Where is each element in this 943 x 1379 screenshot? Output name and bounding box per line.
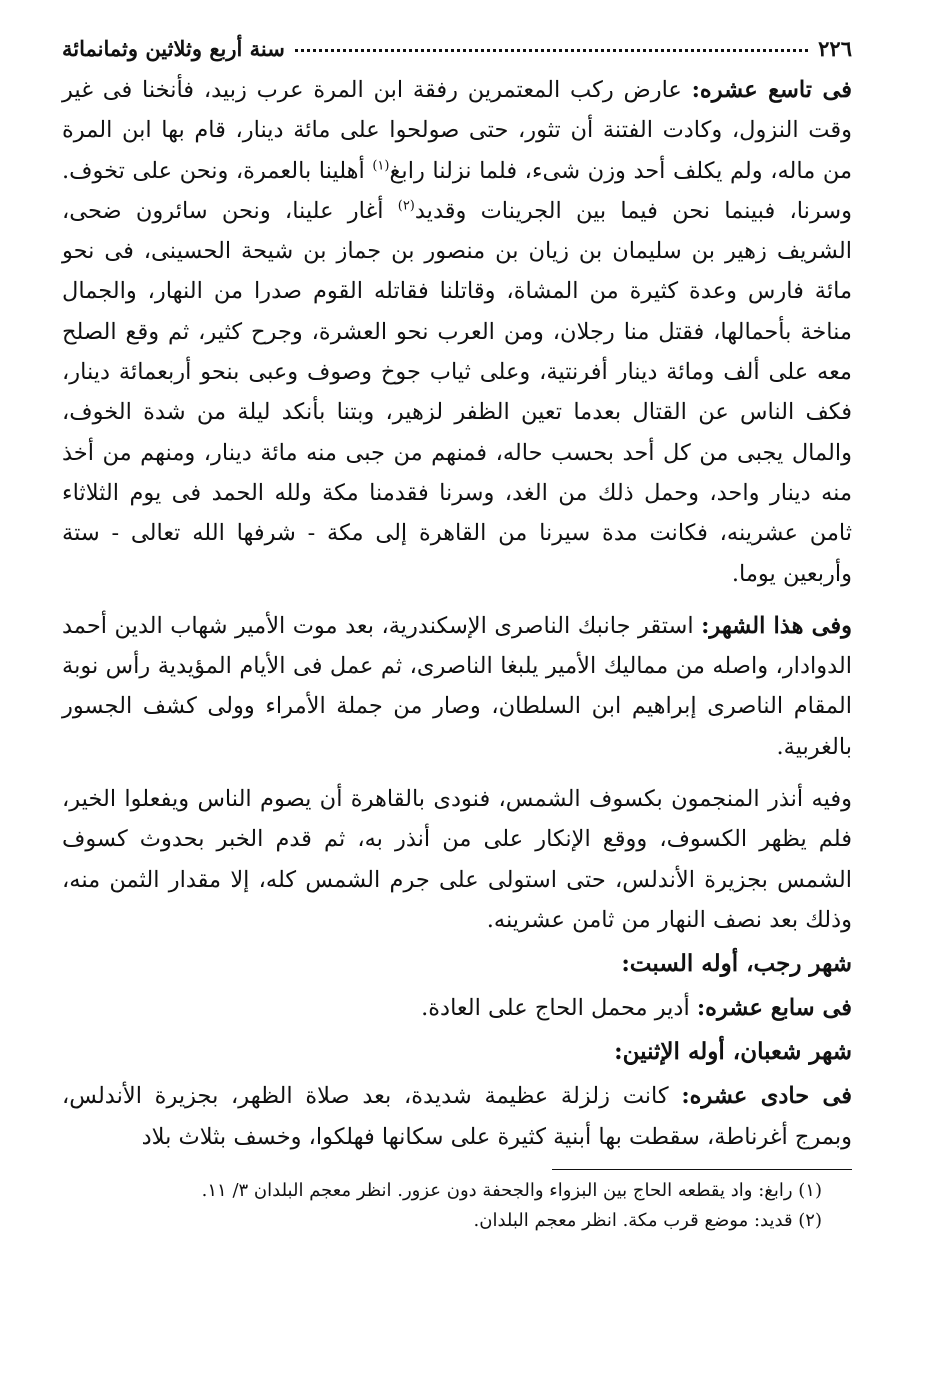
paragraph-text: عارض ركب المعتمرين رفقة ابن المرة عرب زبيد، فأنخنا فى غير وقت النزول، وكادت الفتنة أن تثور، حتى صولحوا على مائة دينار، قام بها ابن المرة من ماله، ولم يكلف أحد وزن شىء، فلما نزلنا رابغ [62,77,852,184]
paragraph-text: أغار علينا، ونحن سائرون ضحى، الشريف زهير بن سليمان بن زيان بن منصور بن جماز بن شيحة الحسينى، فى نحو مائة فارس وعدة كثيرة من المشاة، وقاتلنا فقاتله القوم صدرا من النهار، والجمال مناخة بأحمالها، فقتل منا رجلان، ومن العرب نحو العشرة، وجرح كثير، ثم وقع الصلح معه على ألف ومائة دينار أفرنتية، وعلى ثياب جوخ وصوف وعبى بنحو أربعمائة دينار، فكف الناس عن القتال بعدما تعين الظفر لزهير، وبتنا بأنكد ليلة من شدة الخوف، والمال يجبى من كل أحد بحسب حاله، فمنهم من جبى منه مائة دينار، ومنهم من أخذ منه دينار واحد، وحمل ذلك من الغد، وسرنا فقدمنا مكة ولله الحمد فى يوم الثلاثاء ثامن عشرينه، فكانت مدة سيرنا من القاهرة إلى مكة - شرفها الله تعالى - ستة وأربعين يوما. [62,197,852,587]
entry-text: أدير محمل الحاج على العادة. [421,995,697,1022]
paragraph-text: وفيه أنذر المنجمون بكسوف الشمس، فنودى بالقاهرة أن يصوم الناس ويفعلوا الخير، فلم يظهر الكسوف، ووقع الإنكار على من أنذر به، ثم قدم الخبر بحدوث كسوف الشمس بجزيرة الأندلس، حتى استولى على جرم الشمس كله، إلا مقدار الثمن منه، وذلك بعد نصف النهار من ثامن عشرينه. [62,786,852,933]
running-head [62,28,852,70]
entry-text: كانت زلزلة عظيمة شديدة، بعد صلاة الظهر، بجزيرة الأندلس، وبمرج أغرناطة، سقطت بها أبنية كثيرة على سكانها فهلكوا، وخسف بثلاث بلاد [62,1083,852,1150]
entry-lead: فى سابع عشره: [696,995,852,1022]
month-heading-shaban: شهر شعبان، أوله الإثنين: [614,1038,852,1066]
running-title: سنة أربع وثلاثين وثمانمائة [62,36,285,61]
page-number: ٢٢٦ [818,36,852,61]
footnote-2: (٢) قديد: موضع قرب مكة. انظر معجم البلدان. [473,1209,822,1231]
entry-lead: فى حادى عشره: [681,1083,853,1110]
footnote-ref-2[interactable]: (٢) [397,198,415,214]
paragraph-hadha-alshahr [62,606,852,767]
entry-shaban [62,1076,852,1157]
leader-dots [295,33,808,52]
month-heading-rajab: شهر رجب، أوله السبت: [621,950,852,978]
entry-lead: فى تاسع عشره: [691,77,852,103]
entry-rajab [62,988,852,1028]
paragraph-text: استقر جانبك الناصرى الإسكندرية، بعد موت الأمير شهاب الدين أحمد الدوادار، واصله من مماليك الأمير يلبغا الناصرى، ثم عمل فى الأيام المؤيدية رأس نوبة المقام الناصرى إبراهيم ابن السلطان، وصار من جملة الأمراء وولى كشف الجسور بالغربية. [62,612,852,760]
paragraph-eclipse [62,779,852,940]
paragraph-text: أهلينا بالعمرة، ونحن على تخوف. وسرنا، فبينما نحن فيما بين الجرينات وقديد [62,157,852,224]
footnote-separator [552,1169,852,1170]
entry-lead: وفى هذا الشهر: [701,612,852,639]
footnotes [62,1176,852,1236]
footnote-1: (١) رابغ: واد يقطعه الحاج بين البزواء والجحفة دون عزور. انظر معجم البلدان ٣/ ١١. [201,1179,822,1201]
book-page [62,28,852,1358]
paragraph-tasi-ashar [62,70,852,594]
footnote-ref-1[interactable]: (١) [372,158,390,174]
